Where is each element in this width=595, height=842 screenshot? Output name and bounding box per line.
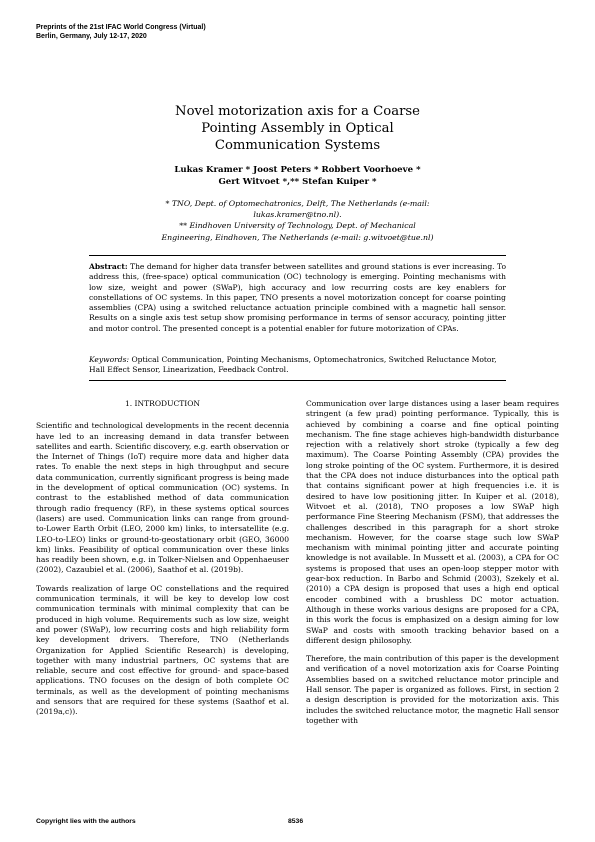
paragraph: Therefore, the main contribution of this paper is the development and verification of a novel motorization axis for Coarse Pointing Assemblies based on a switched reluctance motor principle and Hall sensor. The paper is organized as follows. First, in section 2 a design description is provided for the motorization axis. This includes the switched reluctance motor, the magnetic Hall sensor together with [306, 654, 559, 725]
right-column [306, 399, 559, 734]
keywords-text: Optical Communication, Pointing Mechanisms, Optomechatronics, Switched Reluctance Motor, Hall Effect Sensor, Linearization, Feedback Control. [89, 355, 497, 375]
abstract-top-rule [89, 255, 506, 256]
copyright-notice: Copyright lies with the authors [36, 818, 136, 825]
conference-header [36, 23, 206, 41]
affiliation-1-line-2: lukas.kramer@tno.nl). [253, 210, 342, 220]
conference-name: Preprints of the 21st IFAC World Congress (Virtual) [36, 24, 206, 31]
affiliation-1-line-1: * TNO, Dept. of Optomechatronics, Delft, The Netherlands (e-mail: [165, 199, 430, 208]
author-list [0, 165, 595, 188]
abstract-text: The demand for higher data transfer between satellites and ground stations is ever increasing. To address this, (free-space) optical communication (OC) technology is emerging. Pointing mechanisms with low size, weight and power (SWaP), high accuracy and low recurring costs are key enablers for constellations of OC systems. In this paper, TNO presents a novel motorization concept for coarse pointing assemblies (CPA) using a switched reluctance actuation principle combined with a magnetic hall sensor. Results on a single axis test setup show promising performance in terms of sensor accuracy, pointing jitter and motor control. The presented concept is a potential enabler for future motorization of CPAs. [89, 262, 506, 333]
title-line-2: Pointing Assembly in Optical [201, 121, 394, 136]
keywords-label: Keywords: [89, 355, 130, 364]
paragraph: Communication over large distances using a laser beam requires stringent (a few µrad) pointing performance. Typically, this is achieved by combining a coarse and fine optical pointing mechanism. The fine stage achieves high-bandwidth disturbance rejection with a relatively short stroke (typically a few deg maximum). The Coarse Pointing Assembly (CPA) provides the long stroke pointing of the OC system. Furthermore, it is desired that the CPA does not induce disturbances into the optical path that contains significant power at high frequencies i.e. it is desired to have low positioning jitter. In Kuiper et al. (2018), Witvoet et al. (2018), TNO proposes a low SWaP high performance Fine Steering Mechanism (FSM), that addresses the challenges described in this paragraph for a short stroke mechanism. However, for the coarse stage such low SWaP mechanism with minimal pointing jitter and accurate pointing knowledge is not available. In Mussett et al. (2003), a CPA for OC systems is proposed that uses an open-loop stepper motor with gear-box reduction. In Barbo and Schmid (2003), Szekely et al. (2010) a CPA design is proposed that uses a high end optical encoder combined with a brushless DC motor actuation. Although in these works various designs are proposed for a CPA, in this work the focus is emphasized on a design aiming for low SWaP and costs with smooth tracking behavior based on a different design philosophy. [306, 399, 559, 645]
title-line-3: Communication Systems [214, 138, 381, 153]
authors-line-1: Lukas Kramer * Joost Peters * Robbert Voorhoeve * [174, 165, 421, 175]
authors-line-2: Gert Witvoet *,** Stefan Kuiper * [218, 176, 377, 187]
abstract-label: Abstract: [89, 262, 128, 271]
affiliation-2-line-1: ** Eindhoven University of Technology, Dept. of Mechanical [179, 221, 416, 231]
abstract [89, 262, 506, 334]
paragraph: Towards realization of large OC constellations and the required communication terminals, it will be key to develop low cost communication terminals with minimal complexity that can be produced in high volume. Requirements such as low size, weight and power (SWaP), low recurring costs and high reliability form key development drivers. Therefore, TNO (Netherlands Organization for Applied Scientific Research) is developing, together with many industrial partners, OC systems that are reliable, secure and cost effective for ground- and space-based applications. TNO focuses on the design of both complete OC terminals, as well as the development of pointing mechanisms and sensors that are required for these systems (Saathof et al. (2019a,c)). [36, 583, 289, 717]
page-number: 8536 [288, 818, 304, 825]
affiliations [140, 198, 455, 243]
affiliation-2-line-2: Engineering, Eindhoven, The Netherlands (e-mail: g.witvoet@tue.nl) [161, 232, 434, 242]
paragraph: Scientific and technological developments in the recent decennia have led to an increasing demand in data transfer between satellites and earth. Scientific discovery, e.g. earth observation or the Internet of Things (IoT) require more data and higher data rates. To enable the next steps in high throughput and secure data communication, currently significant progress is being made in the development of optical communication (OC) systems. In contrast to the established method of data communication through radio frequency (RF), in these systems optical sources (lasers) are used. Communication links can range from ground-to-Lower Earth Orbit (LEO, 2000 km) links, to intersatellite (e.g. LEO-to-LEO) links or ground-to-geostationary orbit (GEO, 36000 km) links. Feasibility of optical communication over these links has readily been shown, e.g. in Tolker-Nielsen and Oppenhaeuser (2002), Cazaubiel et al. (2006), Saathof et al. (2019b). [36, 421, 289, 575]
keywords [89, 355, 506, 376]
left-column [36, 399, 289, 726]
conference-location-date: Berlin, Germany, July 12-17, 2020 [36, 33, 147, 40]
abstract-bottom-rule [89, 380, 506, 381]
paper-title [0, 103, 595, 154]
section-heading-introduction: 1. INTRODUCTION [124, 399, 201, 408]
title-line-1: Novel motorization axis for a Coarse [175, 104, 420, 119]
